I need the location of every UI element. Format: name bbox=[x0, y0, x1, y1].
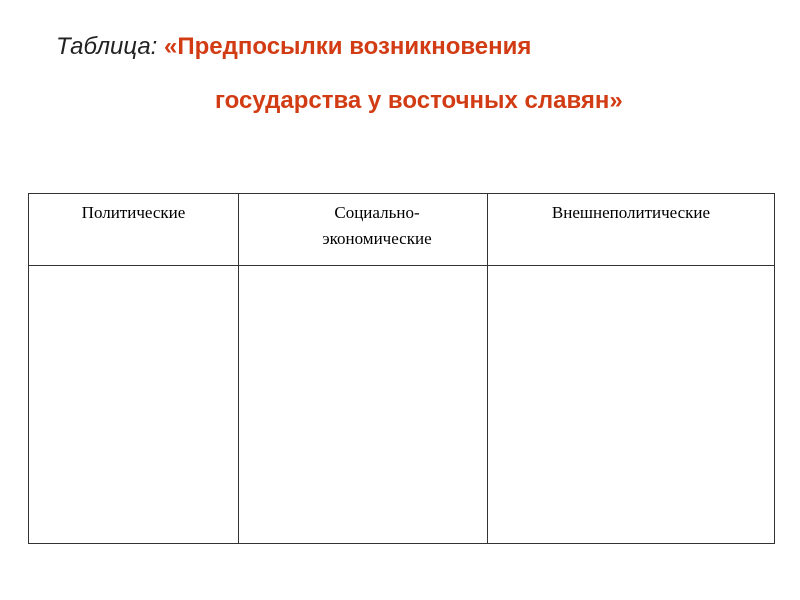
title-prefix: Таблица: bbox=[56, 33, 165, 60]
cell-political bbox=[29, 266, 239, 544]
header-socioeconomic-label-2: экономические bbox=[322, 229, 432, 248]
title-main-part-2: государства у восточных славян» bbox=[215, 87, 623, 114]
cell-foreign-policy bbox=[488, 266, 775, 544]
table-row bbox=[29, 266, 775, 544]
cell-socioeconomic bbox=[239, 266, 488, 544]
title-line-2 bbox=[215, 86, 623, 116]
header-socioeconomic bbox=[239, 194, 488, 266]
header-political bbox=[29, 194, 239, 266]
table-header-row bbox=[29, 194, 775, 266]
title-line-1 bbox=[56, 32, 531, 62]
header-foreign-policy bbox=[488, 194, 775, 266]
header-political-label: Политические bbox=[81, 203, 186, 222]
header-foreign-policy-label: Внешнеполитические bbox=[551, 203, 711, 222]
header-socioeconomic-label-1: Социально- bbox=[334, 203, 420, 222]
title-main-part-1: «Предпосылки возникновения bbox=[164, 33, 532, 60]
prerequisites-table bbox=[28, 193, 775, 544]
